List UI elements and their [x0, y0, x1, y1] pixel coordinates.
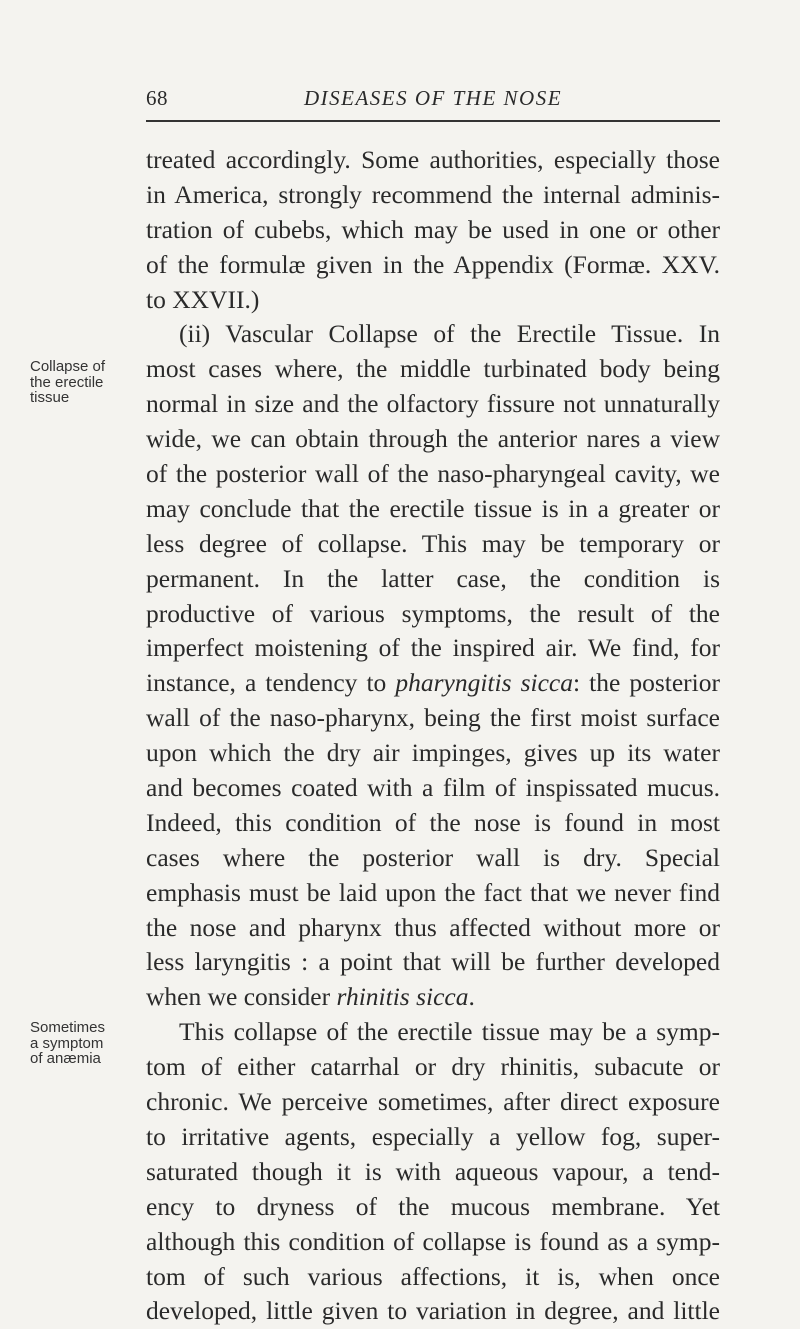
text-line: to irritative agents, especially a yellow fog, super-	[146, 1121, 720, 1151]
text-line: productive of various symptoms, the result of the	[146, 598, 720, 628]
margin-note-collapse	[30, 359, 148, 406]
text-line: imperfect moistening of the inspired air. We find, for	[146, 633, 720, 663]
text-line: cases where the posterior wall is dry. Special	[146, 842, 720, 872]
text-line: tration of cubebs, which may be used in one or other	[146, 214, 720, 244]
text-line: most cases where, the middle turbinated body being	[146, 354, 720, 384]
italic-term: rhinitis sicca	[336, 982, 469, 1012]
margin-note-line: a symptom	[30, 1034, 104, 1052]
text-run: when we consider	[146, 982, 337, 1012]
text-line: and becomes coated with a film of inspissated mucus.	[146, 773, 720, 803]
text-line: This collapse of the erectile tissue may be a symp-	[179, 1017, 720, 1047]
text-line: chronic. We perceive sometimes, after direct exposure	[146, 1087, 720, 1117]
text-line: treated accordingly. Some authorities, especially those	[146, 145, 720, 174]
text-line: of the formulæ given in the Appendix (Formæ. XXV.	[146, 249, 720, 279]
margin-note-line: of anæmia	[30, 1050, 101, 1067]
text-line: less laryngitis : a point that will be further developed	[146, 947, 720, 977]
text-line: in America, strongly recommend the internal adminis-	[146, 179, 720, 209]
running-title: DISEASES OF THE NOSE	[303, 86, 563, 110]
text-run: .	[468, 982, 475, 1012]
text-run: : the posterior	[572, 668, 720, 698]
text-line: developed, little given to variation in degree, and little	[146, 1296, 720, 1326]
text-line: wall of the naso-pharynx, being the first moist surface	[146, 703, 720, 733]
italic-term: pharyngitis sicca	[395, 668, 573, 698]
header-rule	[146, 120, 720, 122]
text-line: saturated though it is with aqueous vapour, a tend-	[146, 1156, 720, 1186]
text-line: emphasis must be laid upon the fact that we never find	[146, 877, 720, 907]
text-line: normal in size and the olfactory fissure not unnaturally	[146, 389, 720, 419]
text-line: wide, we can obtain through the anterior nares a view	[146, 424, 720, 454]
text-line	[146, 980, 720, 1015]
text-line: upon which the dry air impinges, gives up its water	[146, 738, 720, 768]
page-header	[146, 86, 720, 122]
text-line: (ii) Vascular Collapse of the Erectile Tissue. In	[179, 319, 720, 349]
page-number: 68	[146, 86, 168, 110]
text-line: Indeed, this condition of the nose is found in most	[146, 807, 720, 837]
text-line: tom of either catarrhal or dry rhinitis, subacute or	[146, 1052, 720, 1082]
text-run: instance, a tendency to	[146, 668, 396, 698]
text-line: less degree of collapse. This may be temporary or	[146, 528, 720, 558]
text-line: may conclude that the erectile tissue is in a greater or	[146, 493, 720, 523]
margin-note-line: Sometimes	[30, 1019, 106, 1036]
text-line	[146, 666, 720, 701]
text-line: although this condition of collapse is found as a symp-	[146, 1226, 720, 1256]
text-line: the nose and pharynx thus affected without more or	[146, 912, 720, 942]
margin-note-line: the erectile	[30, 373, 104, 391]
body-text	[146, 143, 720, 1329]
margin-note-line: tissue	[30, 389, 70, 406]
text-line: to XXVII.)	[146, 284, 260, 314]
margin-note-sometimes	[30, 1020, 148, 1067]
text-line: ency to dryness of the mucous membrane. Yet	[146, 1191, 720, 1221]
text-line: tom of such various affections, it is, when once	[146, 1261, 720, 1291]
text-line: permanent. In the latter case, the condition is	[146, 563, 720, 593]
margin-note-line: Collapse of	[30, 358, 106, 375]
text-line: of the posterior wall of the naso-pharyngeal cavity, we	[146, 459, 720, 489]
